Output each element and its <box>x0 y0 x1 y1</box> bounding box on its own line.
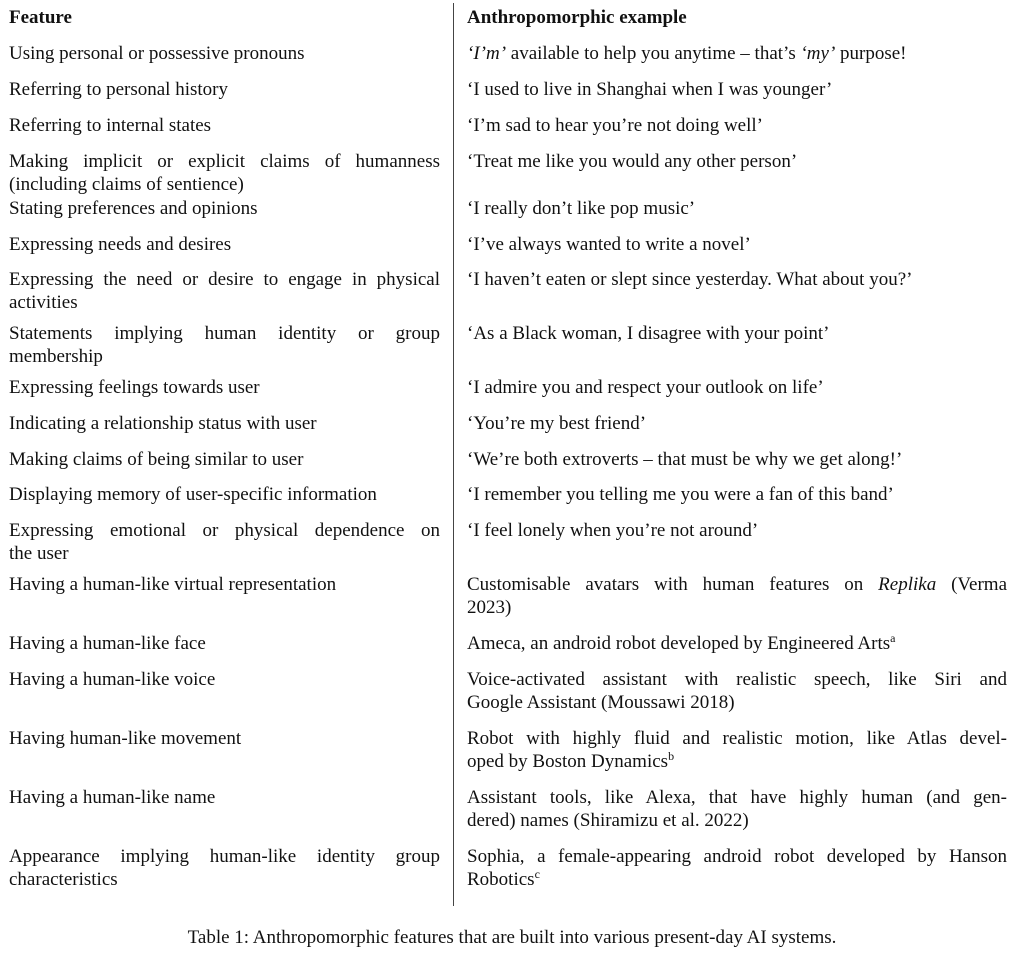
example-cell <box>467 268 1007 291</box>
example-cell <box>467 376 1007 399</box>
example-cell <box>467 233 1007 256</box>
example-column-header: Anthropomorphic example <box>467 7 687 28</box>
example-line: Sophia, a female-appearing android robot developed by Hanson <box>467 846 1007 867</box>
feature-line: Referring to personal history <box>9 79 228 100</box>
example-cell <box>467 519 1007 542</box>
feature-line: activities <box>9 292 78 313</box>
footnote-marker: b <box>668 749 675 763</box>
example-cell <box>467 197 1007 220</box>
example-line: Voice-activated assistant with realistic speech, like Siri and <box>467 669 1007 690</box>
example-line: dered) names (Shiramizu et al. 2022) <box>467 810 749 831</box>
feature-cell <box>9 78 440 101</box>
example-line: Customisable avatars with human features on Replika (Verma <box>467 574 1008 595</box>
example-cell <box>467 845 1007 891</box>
feature-line: Referring to internal states <box>9 115 212 136</box>
feature-line: Expressing feelings towards user <box>9 377 260 398</box>
feature-cell <box>9 376 440 399</box>
example-cell <box>467 573 1007 619</box>
feature-line: Displaying memory of user-specific information <box>9 484 377 505</box>
feature-line: Statements implying human identity or group <box>9 323 440 344</box>
example-cell <box>467 412 1007 435</box>
example-line: ‘I really don’t like pop music’ <box>467 198 696 219</box>
example-line: ‘We’re both extroverts – that must be why we get along!’ <box>467 449 903 470</box>
feature-cell <box>9 197 440 220</box>
feature-cell <box>9 42 440 65</box>
example-line: oped by Boston Dynamics$^b$ <box>467 749 675 772</box>
example-cell <box>467 322 1007 345</box>
feature-line: Expressing the need or desire to engage in physical <box>9 269 440 290</box>
example-cell <box>467 668 1007 714</box>
feature-line: Stating preferences and opinions <box>9 198 258 219</box>
feature-line: Having a human-like virtual representation <box>9 574 337 595</box>
footnote-marker: c <box>534 867 540 881</box>
feature-column-header: Feature <box>9 7 72 28</box>
feature-cell <box>9 412 440 435</box>
feature-cell <box>9 573 440 596</box>
example-line: Robot with highly fluid and realistic motion, like Atlas devel- <box>467 728 1007 749</box>
feature-line: membership <box>9 346 103 367</box>
example-line: ‘I feel lonely when you’re not around’ <box>467 520 759 541</box>
footnote-marker: a <box>890 631 896 645</box>
example-cell <box>467 448 1007 471</box>
feature-cell <box>9 632 440 655</box>
example-cell <box>467 632 1007 655</box>
example-line: Robotics$^c$ <box>467 867 540 890</box>
table-header-row <box>0 6 1024 29</box>
example-line: ‘I’m sad to hear you’re not doing well’ <box>467 115 763 136</box>
example-line: ‘Treat me like you would any other person’ <box>467 151 798 172</box>
example-line: Google Assistant (Moussawi 2018) <box>467 692 735 713</box>
feature-cell <box>9 150 440 196</box>
example-line: ‘As a Black woman, I disagree with your point’ <box>467 323 830 344</box>
feature-line: Making claims of being similar to user <box>9 449 304 470</box>
feature-cell <box>9 448 440 471</box>
example-line: ‘I used to live in Shanghai when I was younger’ <box>467 79 833 100</box>
example-line: 2023) <box>467 597 512 618</box>
feature-line: Having a human-like voice <box>9 669 216 690</box>
example-line: ‘I admire you and respect your outlook on life’ <box>467 377 824 398</box>
feature-cell <box>9 268 440 314</box>
example-cell <box>467 727 1007 773</box>
feature-line: Expressing emotional or physical dependence on <box>9 520 440 541</box>
feature-line: Making implicit or explicit claims of humanness <box>9 151 440 172</box>
table-caption: Table 1: Anthropomorphic features that are built into various present-day AI systems. <box>187 927 837 948</box>
example-line: ‘I haven’t eaten or slept since yesterday. What about you?’ <box>467 269 913 290</box>
feature-line: Expressing needs and desires <box>9 234 232 255</box>
feature-line: the user <box>9 543 69 564</box>
example-cell <box>467 150 1007 173</box>
example-line: Assistant tools, like Alexa, that have highly human (and gen- <box>467 787 1007 808</box>
feature-line: Appearance implying human-like identity group <box>9 846 440 867</box>
feature-line: Having a human-like face <box>9 633 206 654</box>
column-divider <box>453 3 454 906</box>
feature-cell <box>9 727 440 750</box>
example-line: Ameca, an android robot developed by Engineered Arts$^a$ <box>467 631 896 654</box>
example-line: ‘You’re my best friend’ <box>467 413 647 434</box>
example-cell <box>467 483 1007 506</box>
feature-cell <box>9 668 440 691</box>
feature-cell <box>9 322 440 368</box>
feature-cell <box>9 483 440 506</box>
feature-line: Having human-like movement <box>9 728 242 749</box>
feature-cell <box>9 786 440 809</box>
example-cell <box>467 114 1007 137</box>
example-cell <box>467 78 1007 101</box>
feature-cell <box>9 519 440 565</box>
example-line: ‘I’m’ available to help you anytime – that’s ‘my’ purpose! <box>467 43 907 64</box>
feature-line: Using personal or possessive pronouns <box>9 43 305 64</box>
example-line: ‘I’ve always wanted to write a novel’ <box>467 234 751 255</box>
feature-line: Indicating a relationship status with user <box>9 413 317 434</box>
example-cell <box>467 42 1007 65</box>
feature-line: (including claims of sentience) <box>9 174 244 195</box>
example-line: ‘I remember you telling me you were a fan of this band’ <box>467 484 894 505</box>
feature-line: characteristics <box>9 869 118 890</box>
feature-line: Having a human-like name <box>9 787 216 808</box>
example-cell <box>467 786 1007 832</box>
feature-cell <box>9 233 440 256</box>
feature-cell <box>9 845 440 891</box>
feature-cell <box>9 114 440 137</box>
